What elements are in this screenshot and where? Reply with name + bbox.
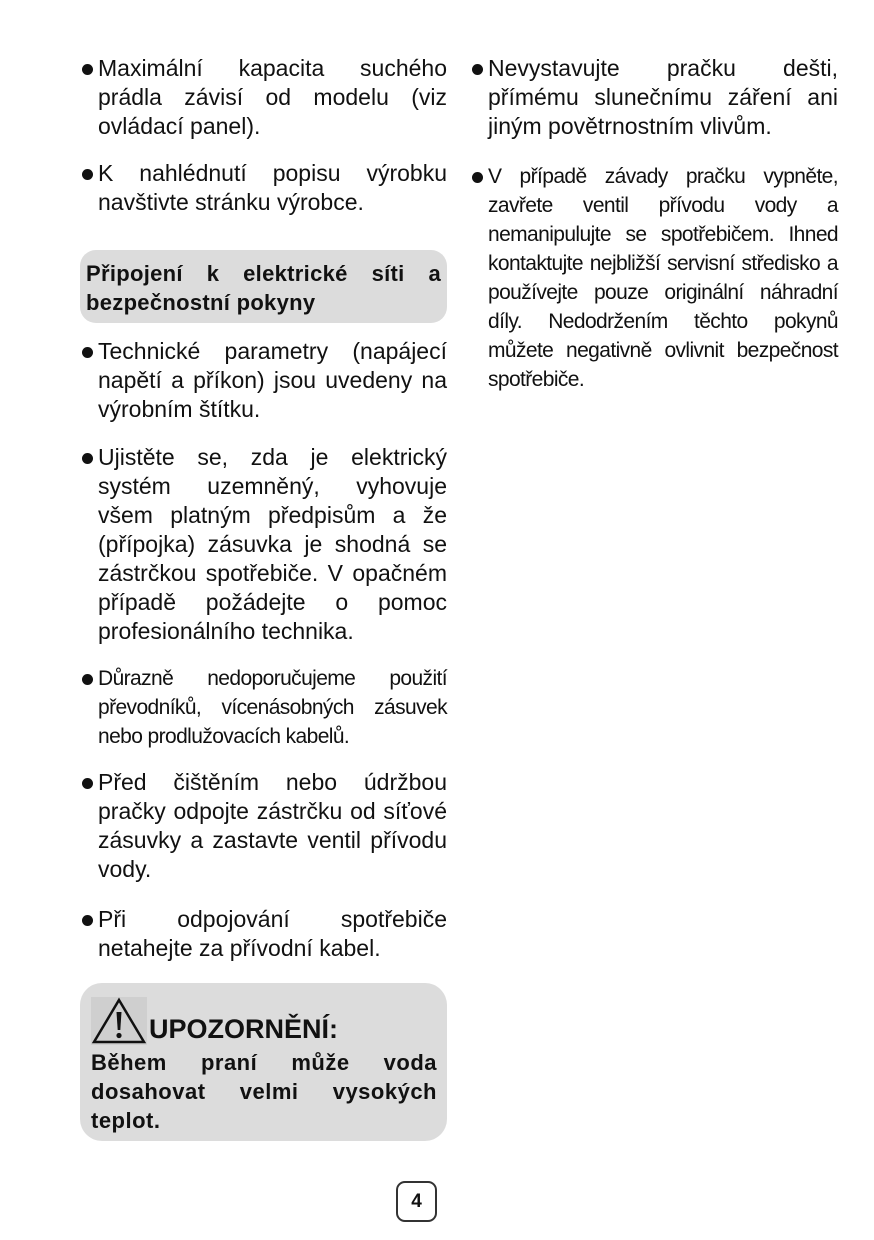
bullet-dot-icon [472,172,483,183]
bullet-weather-exposure: Nevystavujte pračku dešti, přímému slunečnímu záření ani jiným povětrnostním vlivům. [470,54,838,141]
bullet-dot-icon [82,778,93,789]
bullet-dot-icon [82,64,93,75]
bullet-do-not-pull-cable: Při odpojování spotřebiče netahejte za přívodní kabel. [80,905,447,963]
bullet-technical-parameters: Technické parametry (napájecí napětí a příkon) jsou uvedeny na výrobním štítku. [80,337,447,424]
warning-triangle-icon [91,997,147,1045]
bullet-dot-icon [82,915,93,926]
bullet-grounding: Ujistěte se, zda je elektrický systém uzemněný, vyhovuje všem platným předpisům a že (přípojka) zásuvka je shodná se zástrčkou spotřebiče. V opačném případě požádejte o pomoc profesionálního technika. [80,443,447,646]
warning-title: UPOZORNĚNÍ: [149,1014,338,1044]
bullet-dot-icon [82,674,93,685]
warning-text: Během praní může voda dosahovat velmi vysokých teplot. [91,1050,437,1133]
bullet-unplug-before-cleaning: Před čištěním nebo údržbou pračky odpojte zástrčku od síťové zásuvky a zastavte ventil přívodu vody. [80,768,447,884]
bullet-product-description: K nahlédnutí popisu výrobku navštivte stránku výrobce. [80,159,447,217]
warning-header [91,993,437,1045]
bullet-malfunction: V případě závady pračku vypněte, zavřete ventil přívodu vody a nemanipulujte se spotřebičem. Ihned kontaktujte nejbližší servisní středisko a používejte pouze originální náhradní díly. Nedodržením těchto pokynů můžete negativně ovlivnit bezpečnost spotřebiče. [470,162,838,394]
page-number: 4 [396,1181,437,1222]
bullet-dot-icon [82,347,93,358]
section-title-electrical: Připojení k elektrické síti a bezpečnostní pokyny [80,250,447,323]
bullet-dot-icon [82,453,93,464]
warning-box [80,983,447,1141]
bullet-no-adapters: Důrazně nedoporučujeme použití převodníků, vícenásobných zásuvek nebo prodlužovacích kabelů. [80,664,447,751]
bullet-dot-icon [472,64,483,75]
bullet-dry-capacity: Maximální kapacita suchého prádla závisí od modelu (viz ovládací panel). [80,54,447,141]
bullet-dot-icon [82,169,93,180]
